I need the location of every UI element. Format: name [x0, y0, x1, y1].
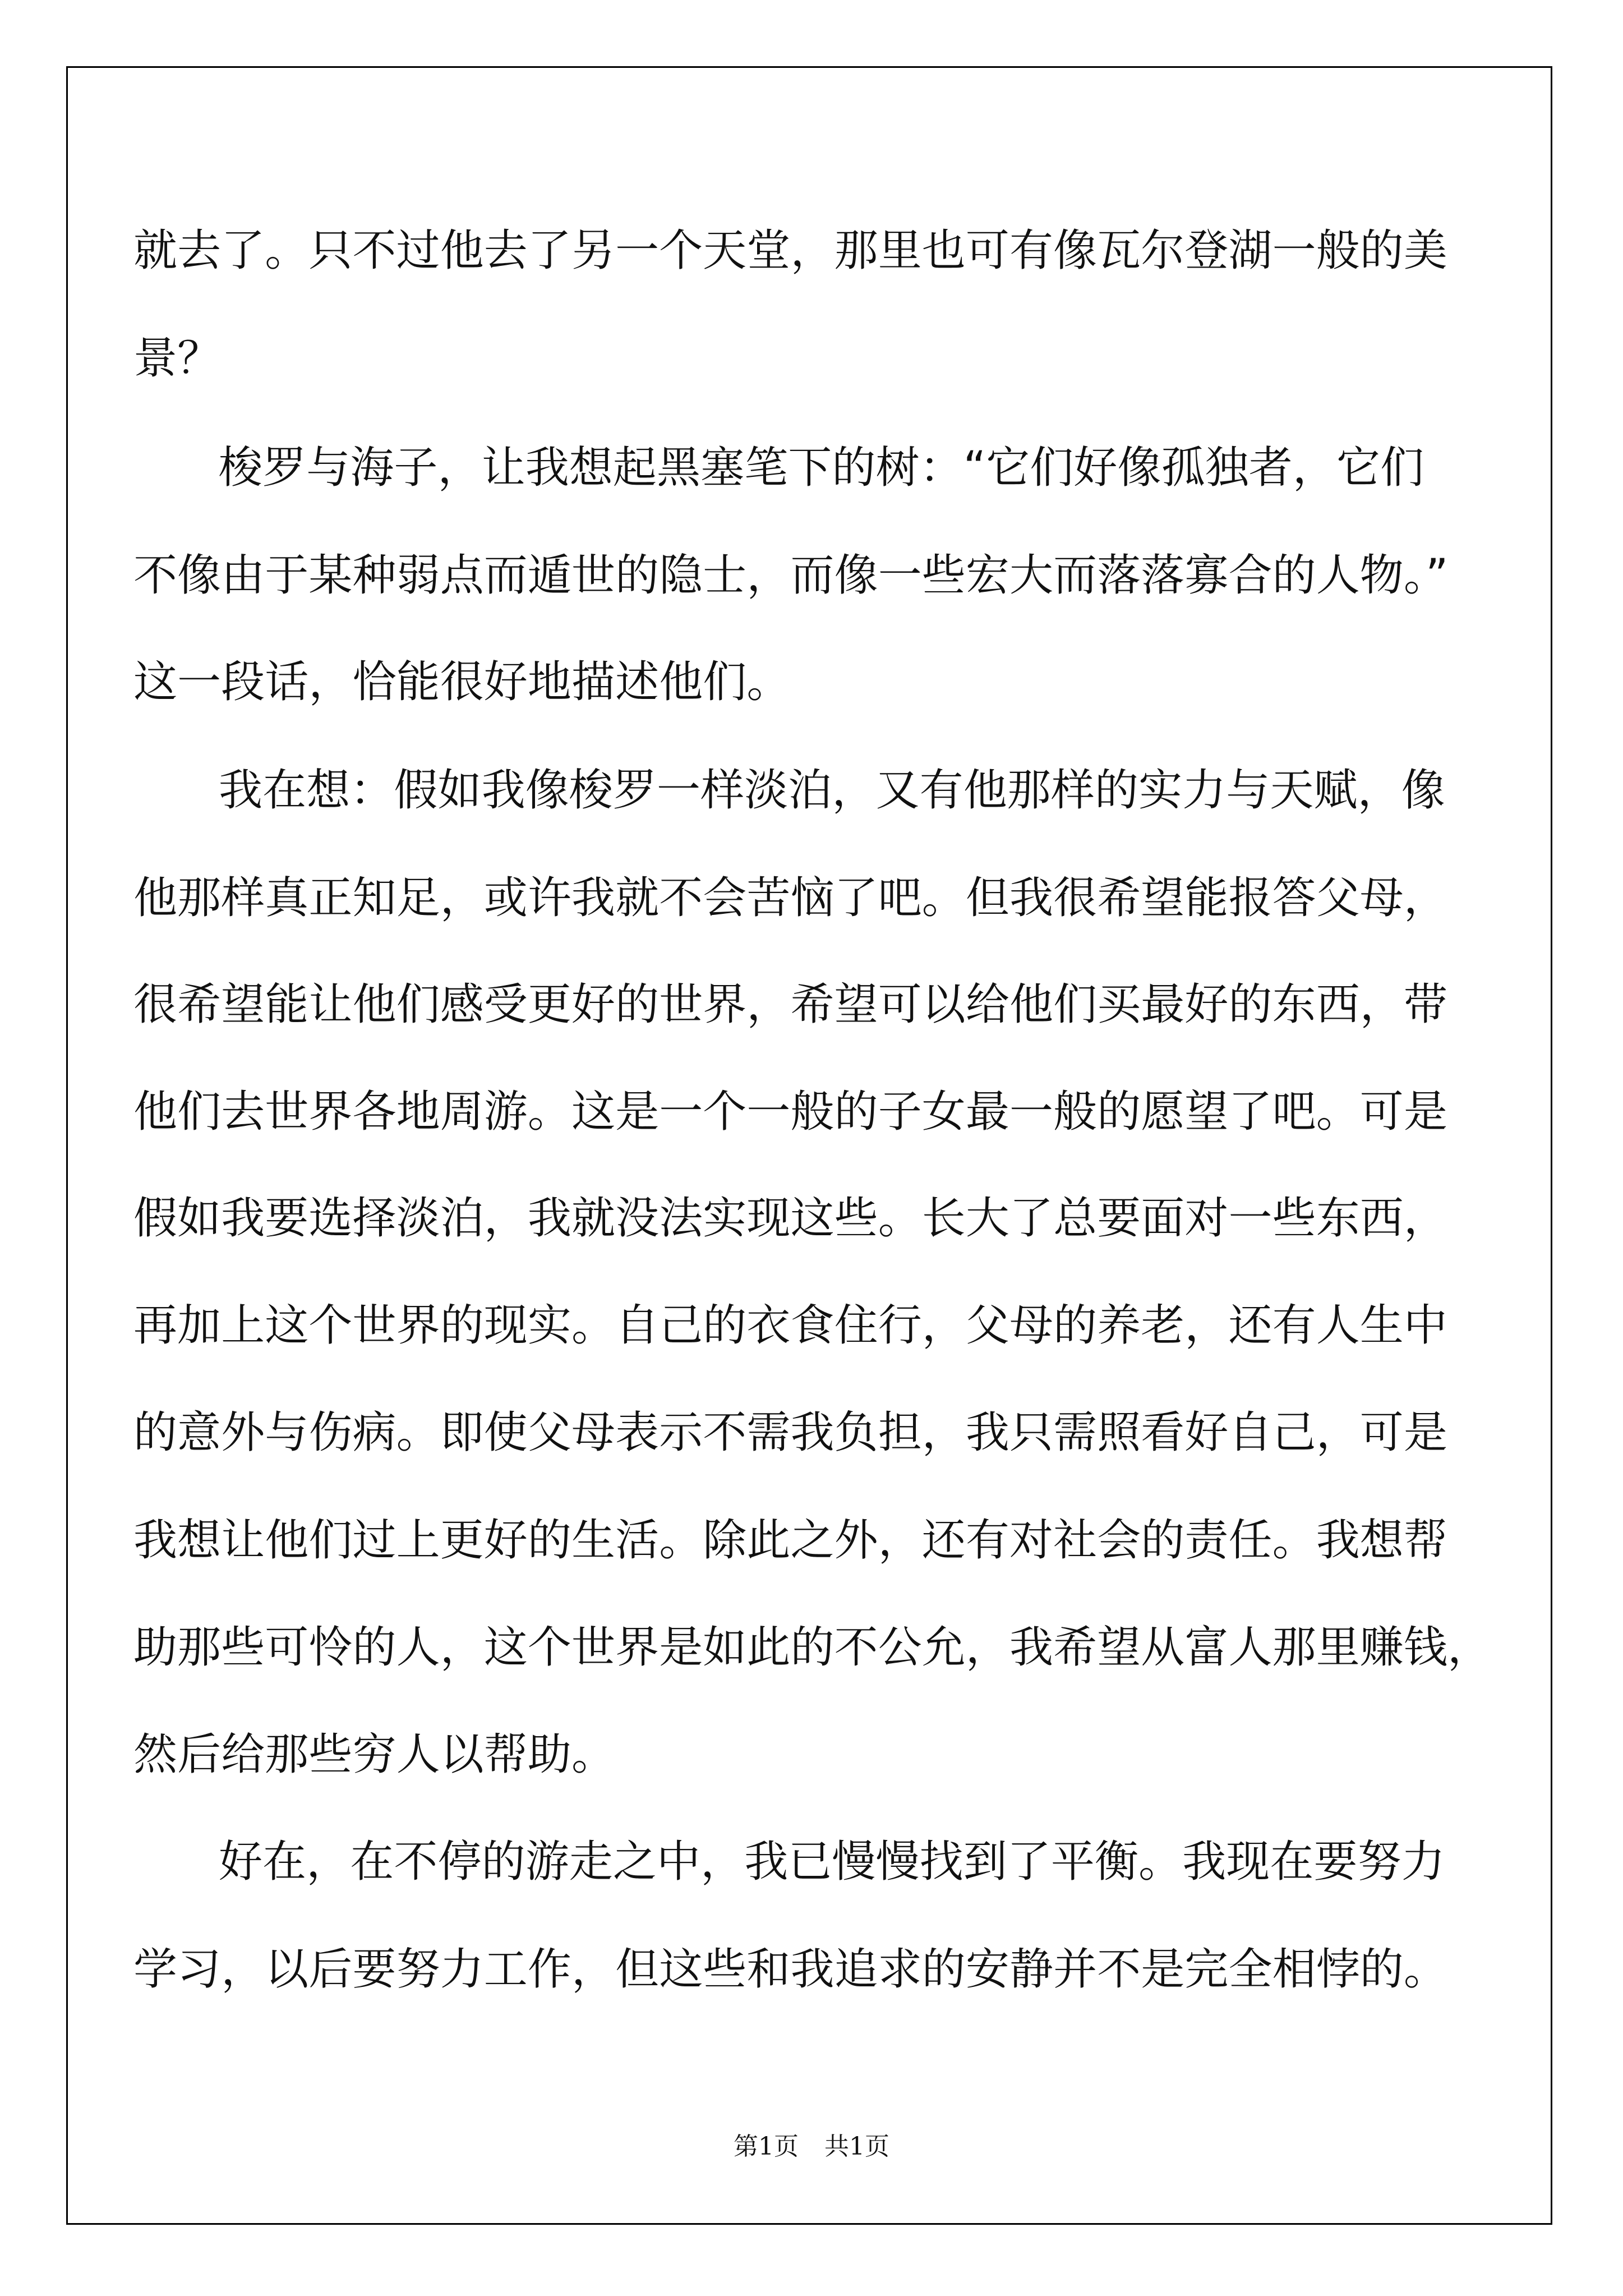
- text-line: 我在想：假如我像梭罗一样淡泊，又有他那样的实力与天赋，像: [219, 765, 1445, 816]
- page-number-total: 共1页: [824, 2132, 889, 2161]
- text-line: 就去了。只不过他去了另一个天堂，那里也可有像瓦尔登湖一般的美: [133, 226, 1448, 276]
- text-line: 我想让他们过上更好的生活。除此之外，还有对社会的责任。我想帮: [133, 1515, 1448, 1566]
- text-line: 不像由于某种弱点而遁世的隐士，而像一些宏大而落落寡合的人物。”: [133, 550, 1449, 601]
- text-line: 梭罗与海子，让我想起黑塞笔下的树：“它们好像孤独者，它们: [219, 443, 1424, 493]
- text-line: 景？: [133, 333, 222, 384]
- page-number-current: 第1页: [734, 2132, 799, 2161]
- page-border: [66, 66, 1552, 2225]
- text-line: 好在，在不停的游走之中，我已慢慢找到了平衡。我现在要努力: [219, 1837, 1445, 1887]
- page-footer: [0, 2126, 1623, 2162]
- text-line: 再加上这个世界的现实。自己的衣食住行，父母的养老，还有人生中: [133, 1300, 1448, 1351]
- text-line: 这一段话，恰能很好地描述他们。: [133, 657, 791, 707]
- text-line: 他们去世界各地周游。这是一个一般的子女最一般的愿望了吧。可是: [133, 1087, 1448, 1137]
- text-line: 助那些可怜的人，这个世界是如此的不公允，我希望从富人那里赚钱，: [133, 1622, 1492, 1673]
- text-line: 学习，以后要努力工作，但这些和我追求的安静并不是完全相悖的。: [133, 1944, 1448, 1995]
- text-line: 他那样真正知足，或许我就不会苦恼了吧。但我很希望能报答父母，: [133, 873, 1448, 923]
- text-line: 的意外与伤病。即使父母表示不需我负担，我只需照看好自己，可是: [133, 1407, 1448, 1458]
- text-line: 然后给那些穷人以帮助。: [133, 1729, 616, 1780]
- text-line: 很希望能让他们感受更好的世界，希望可以给他们买最好的东西，带: [133, 979, 1448, 1030]
- text-line: 假如我要选择淡泊，我就没法实现这些。长大了总要面对一些东西，: [133, 1193, 1448, 1244]
